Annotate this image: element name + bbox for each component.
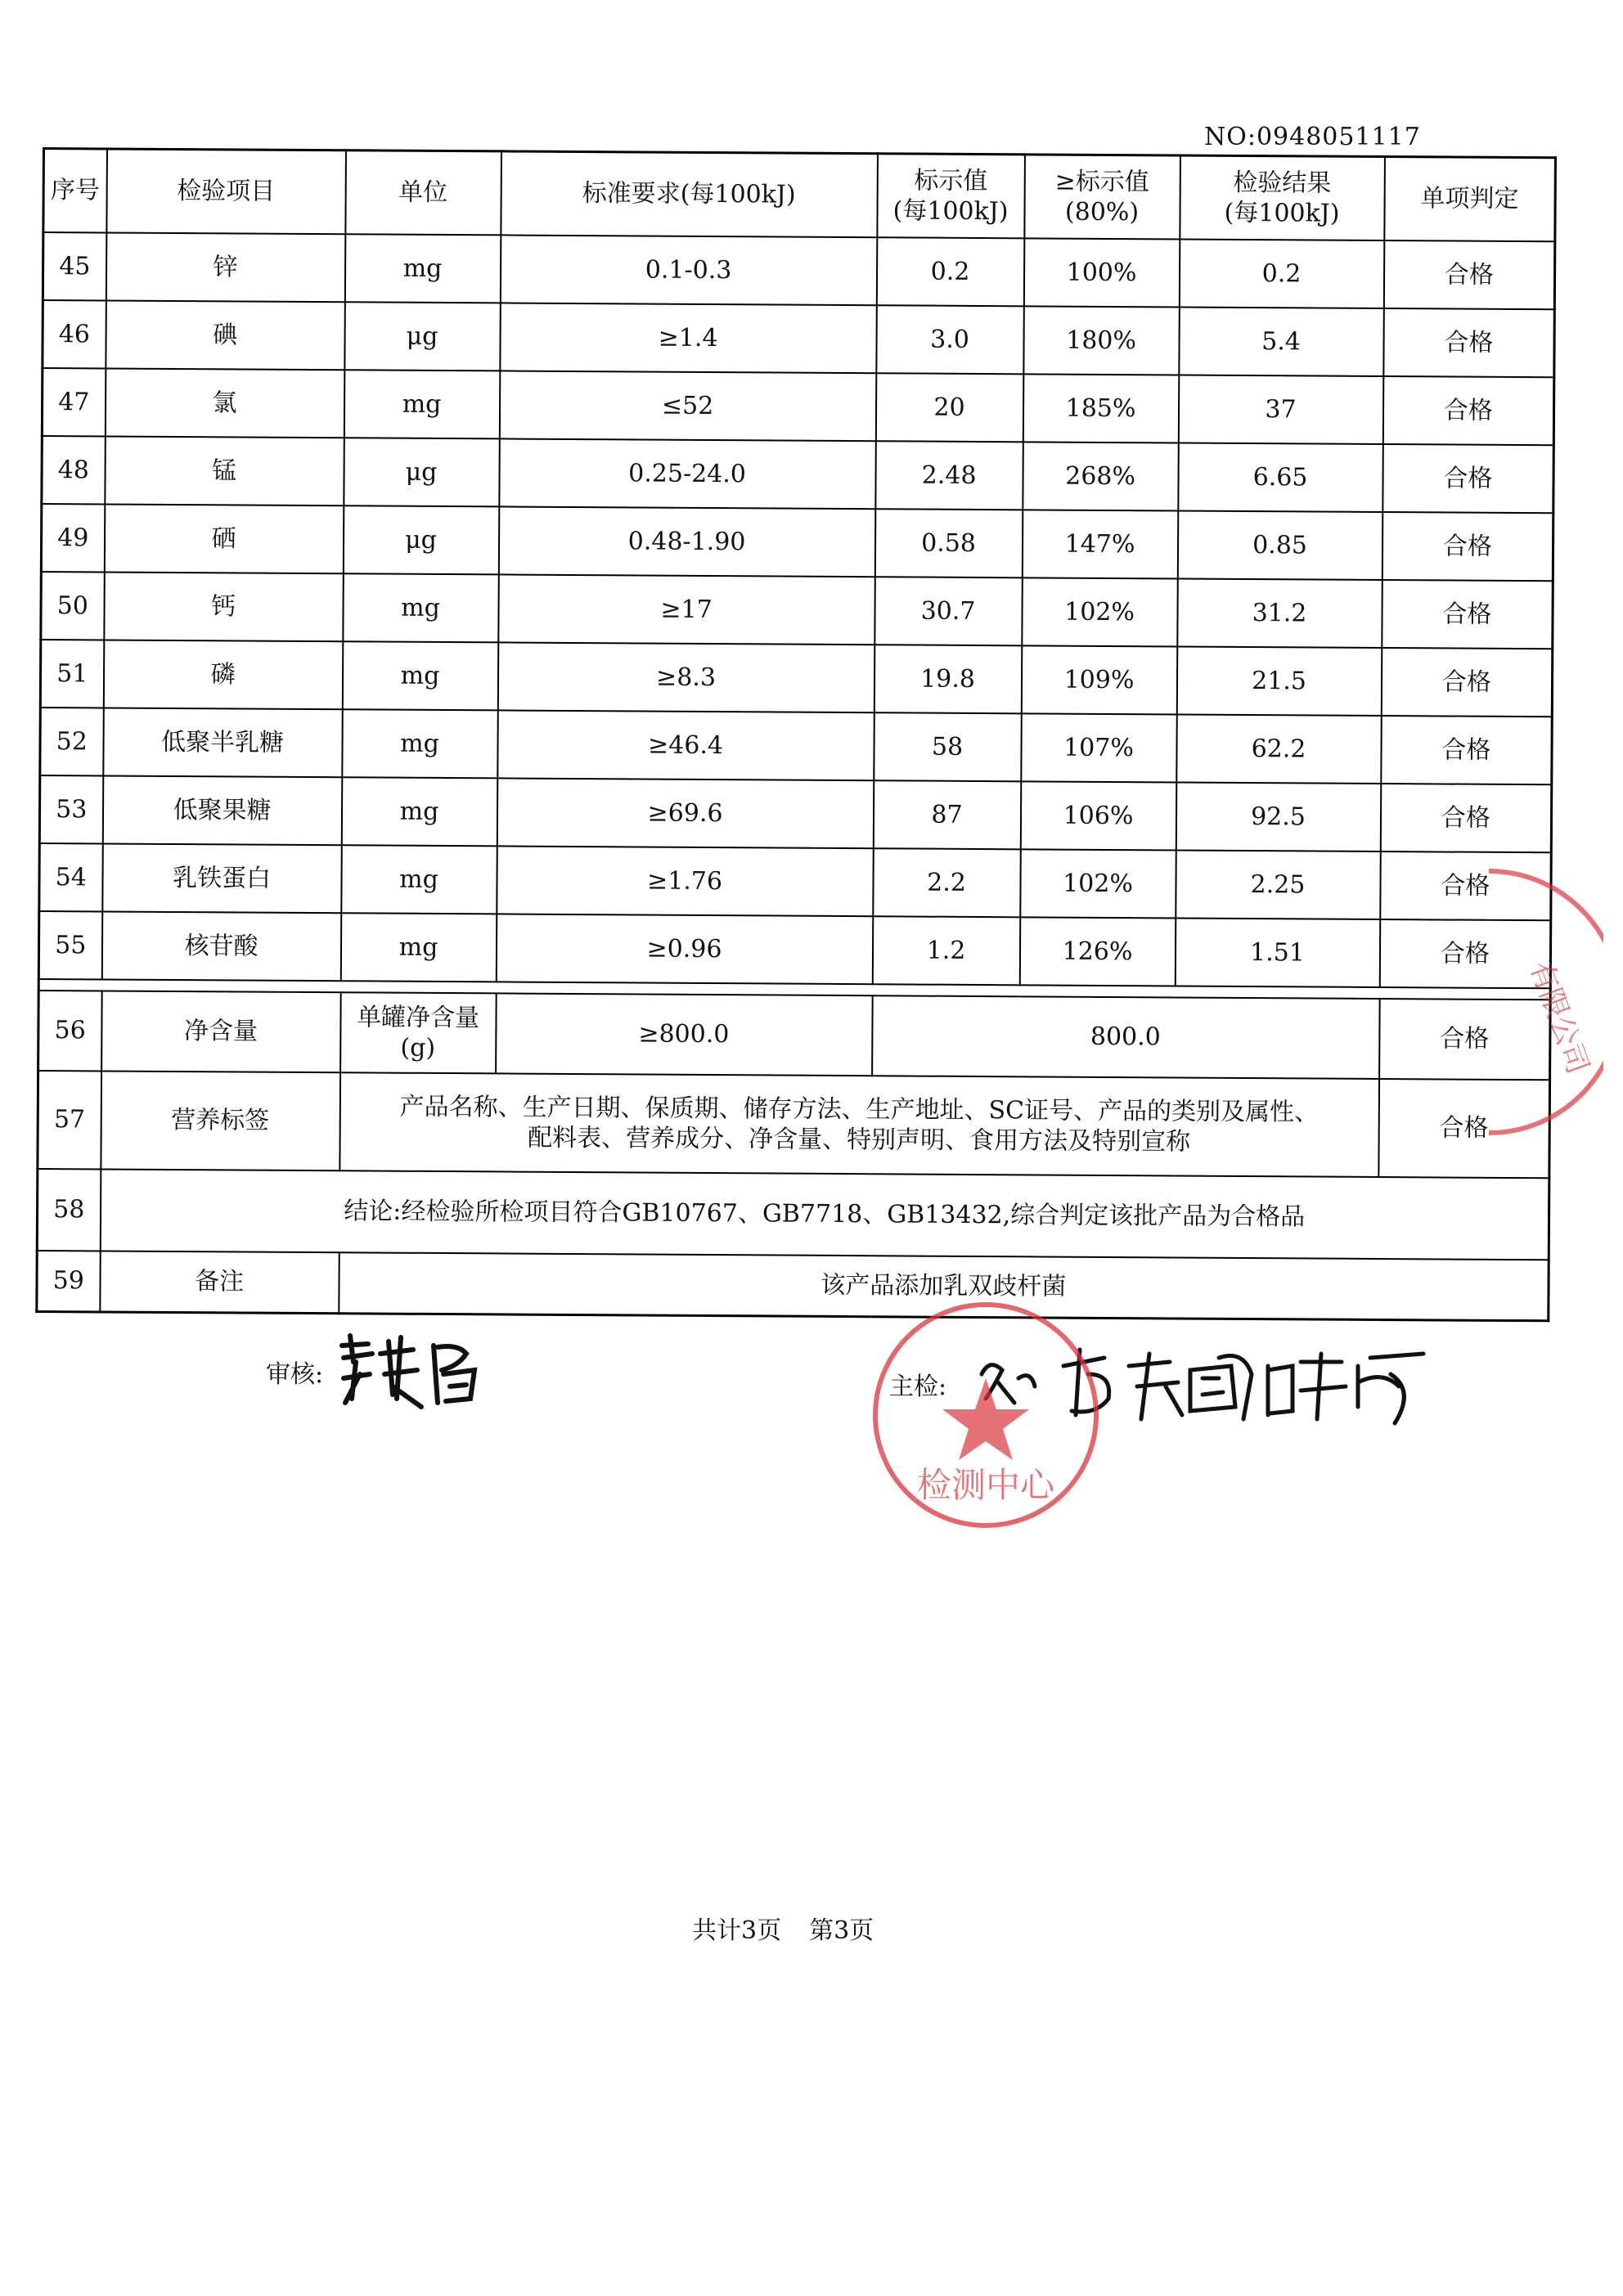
- table-row: [40, 640, 1552, 717]
- cell-item: 锰: [105, 436, 344, 505]
- cell-label-value: 87: [873, 780, 1021, 849]
- cell-unit: mg: [342, 641, 498, 710]
- cell-verdict: 合格: [1380, 784, 1552, 852]
- cell-item: 核苷酸: [101, 911, 341, 981]
- cell-label-value: 1.2: [872, 916, 1020, 985]
- table-row: [40, 708, 1552, 784]
- cell-seq: 56: [38, 991, 102, 1071]
- cell-standard: ≥8.3: [497, 642, 874, 712]
- header-ratio-line1: ≥标示值: [1054, 167, 1149, 196]
- cell-seq: 45: [43, 232, 106, 300]
- cell-standard: ≥1.76: [497, 846, 873, 916]
- table-row: [39, 775, 1551, 852]
- cell-ratio: 102%: [1020, 849, 1176, 918]
- cell-standard: ≥800.0: [496, 993, 873, 1076]
- header-result-line2: (每100kJ): [1224, 198, 1340, 228]
- cell-label-value: 3.0: [876, 305, 1024, 374]
- cell-verdict: 合格: [1381, 716, 1553, 784]
- cell-result: 62.2: [1176, 714, 1382, 784]
- cell-seq: 53: [39, 775, 103, 843]
- table-row-58: [37, 1169, 1549, 1260]
- table-row: [43, 232, 1554, 309]
- cell-result: 21.5: [1176, 646, 1382, 716]
- cell-result: 5.4: [1179, 307, 1384, 376]
- table-row-56: [38, 991, 1551, 1080]
- report-number: NO:0948051117: [1204, 123, 1421, 151]
- cell-result: 800.0: [872, 995, 1380, 1079]
- cell-label-content: [339, 1072, 1379, 1177]
- cell-ratio: 147%: [1022, 510, 1178, 578]
- header-result-line1: 检验结果: [1233, 168, 1332, 198]
- table-row-59: [37, 1251, 1549, 1321]
- footer-current-page: 第3页: [809, 1916, 874, 1945]
- cell-seq: 51: [40, 640, 104, 708]
- cell-unit-line2: (g): [400, 1033, 436, 1063]
- cell-verdict: 合格: [1382, 376, 1554, 445]
- header-ratio-line2: (80%): [1064, 197, 1140, 227]
- cell-item: 硒: [104, 504, 344, 573]
- cell-seq: 47: [42, 368, 106, 436]
- header-item: 检验项目: [106, 149, 346, 234]
- cell-ratio: 268%: [1023, 442, 1179, 510]
- cell-item: 低聚半乳糖: [103, 708, 343, 777]
- cell-result: 0.2: [1179, 239, 1384, 308]
- header-label-value: [877, 154, 1025, 239]
- cell-ratio: 180%: [1023, 306, 1180, 375]
- cell-standard: 0.48-1.90: [498, 506, 874, 577]
- table-row: [43, 300, 1554, 377]
- cell-item: 锌: [106, 232, 345, 302]
- cell-item: 营养标签: [101, 1071, 340, 1170]
- label-content-line2: 配料表、营养成分、净含量、特别声明、食用方法及特别宣称: [528, 1123, 1191, 1157]
- cell-seq: 54: [39, 843, 103, 911]
- cell-label-value: 0.2: [876, 237, 1024, 306]
- table-row: [42, 368, 1553, 445]
- cell-seq: 49: [41, 504, 105, 572]
- table-row: [38, 911, 1550, 988]
- cell-label-value: 2.48: [875, 441, 1023, 510]
- table-body: [38, 232, 1555, 988]
- header-result: [1180, 155, 1385, 240]
- cell-unit: mg: [341, 845, 497, 914]
- cell-item: 净含量: [101, 991, 341, 1072]
- cell-seq: 46: [43, 300, 106, 368]
- cell-standard: ≥17: [498, 574, 874, 645]
- audit-label: 审核:: [266, 1360, 324, 1389]
- cell-result: 37: [1178, 375, 1383, 444]
- cell-unit: mg: [340, 913, 497, 982]
- cell-item: 备注: [100, 1251, 339, 1313]
- cell-ratio: 109%: [1021, 645, 1177, 714]
- table-row: [39, 843, 1551, 920]
- cell-label-value: 2.2: [873, 848, 1021, 917]
- table-row: [41, 572, 1553, 649]
- cell-seq: 59: [37, 1251, 100, 1312]
- cell-unit-line1: 单罐净含量: [356, 1002, 480, 1032]
- header-standard: 标准要求(每100kJ): [501, 151, 878, 237]
- cell-unit: μg: [343, 505, 499, 574]
- cell-unit: mg: [344, 234, 501, 303]
- header-seq: 序号: [43, 149, 107, 233]
- cell-label-value: 19.8: [874, 645, 1022, 713]
- cell-item: 乳铁蛋白: [102, 843, 342, 913]
- page-footer: [692, 1910, 901, 1946]
- cell-verdict: 合格: [1380, 851, 1552, 920]
- table-row: [41, 504, 1553, 581]
- cell-standard: ≥69.6: [497, 778, 873, 848]
- cell-verdict: 合格: [1379, 919, 1551, 988]
- cell-result: 31.2: [1177, 578, 1382, 648]
- cell-ratio: 107%: [1021, 713, 1177, 782]
- cell-item: 钙: [104, 572, 344, 641]
- cell-result: 92.5: [1176, 782, 1381, 851]
- cell-unit: μg: [344, 438, 500, 506]
- cell-unit: [340, 992, 497, 1073]
- cell-item: 低聚果糖: [102, 775, 342, 845]
- cell-item: 氯: [105, 368, 344, 438]
- cell-unit: mg: [341, 777, 497, 846]
- cell-seq: 58: [37, 1169, 101, 1251]
- cell-verdict: 合格: [1383, 240, 1555, 309]
- header-label-value-line2: (每100kJ): [892, 196, 1009, 227]
- cell-standard: 0.25-24.0: [499, 438, 875, 509]
- cell-seq: 50: [41, 572, 105, 640]
- table-row-57: [38, 1071, 1550, 1178]
- footer-total-pages: 共计3页: [692, 1916, 782, 1945]
- cell-result: 2.25: [1176, 850, 1381, 919]
- header-ratio: [1024, 155, 1180, 240]
- cell-item: 磷: [103, 640, 343, 709]
- cell-verdict: 合格: [1379, 999, 1551, 1080]
- cell-unit: mg: [342, 709, 498, 778]
- cell-unit: mg: [344, 370, 500, 438]
- inspector-label: 主检:: [889, 1373, 947, 1401]
- cell-result: 0.85: [1177, 510, 1382, 580]
- cell-verdict: 合格: [1383, 308, 1555, 377]
- cell-unit: μg: [344, 302, 501, 371]
- stamp-bottom-text: 检测中心: [916, 1465, 1055, 1505]
- cell-conclusion: 结论:经检验所检项目符合GB10767、GB7718、GB13432,综合判定该批产品为合格品: [100, 1169, 1549, 1260]
- cell-ratio: 100%: [1023, 238, 1180, 307]
- cell-ratio: 185%: [1023, 374, 1179, 443]
- cell-unit: mg: [343, 573, 499, 642]
- cell-verdict: 合格: [1382, 580, 1553, 649]
- cell-standard: 0.1-0.3: [500, 235, 876, 305]
- cell-verdict: 合格: [1378, 1079, 1550, 1178]
- cell-ratio: 126%: [1019, 917, 1176, 986]
- cell-label-value: 58: [874, 712, 1022, 781]
- stamp-right-text: 有限公司: [1522, 956, 1595, 1079]
- cell-standard: ≤52: [499, 371, 875, 441]
- header-label-value-line1: 标示值: [914, 166, 988, 195]
- cell-label-value: 20: [875, 373, 1023, 442]
- cell-standard: ≥1.4: [500, 303, 876, 373]
- cell-remark: 该产品添加乳双歧杆菌: [339, 1252, 1549, 1321]
- cell-verdict: 合格: [1382, 444, 1554, 513]
- cell-verdict: 合格: [1381, 648, 1553, 717]
- table-row: [42, 436, 1553, 513]
- cell-result: 1.51: [1175, 918, 1380, 987]
- inspection-results-table: [35, 147, 1557, 1322]
- cell-seq: 52: [40, 708, 104, 775]
- cell-label-value: 0.58: [874, 509, 1023, 577]
- cell-standard: ≥0.96: [496, 914, 872, 984]
- cell-result: 6.65: [1178, 443, 1383, 512]
- cell-seq: 48: [42, 436, 106, 504]
- cell-seq: 57: [38, 1071, 101, 1169]
- table-header-row: [43, 149, 1556, 242]
- cell-label-value: 30.7: [874, 577, 1023, 645]
- label-content-line1: 产品名称、生产日期、保质期、储存方法、生产地址、SC证号、产品的类别及属性、: [399, 1092, 1320, 1127]
- cell-seq: 55: [38, 911, 102, 979]
- cell-verdict: 合格: [1382, 512, 1553, 581]
- cell-ratio: 106%: [1020, 781, 1176, 850]
- header-verdict: 单项判定: [1384, 157, 1556, 242]
- header-unit: 单位: [345, 151, 501, 236]
- cell-ratio: 102%: [1022, 577, 1178, 646]
- cell-item: 碘: [106, 300, 345, 370]
- cell-standard: ≥46.4: [497, 710, 874, 780]
